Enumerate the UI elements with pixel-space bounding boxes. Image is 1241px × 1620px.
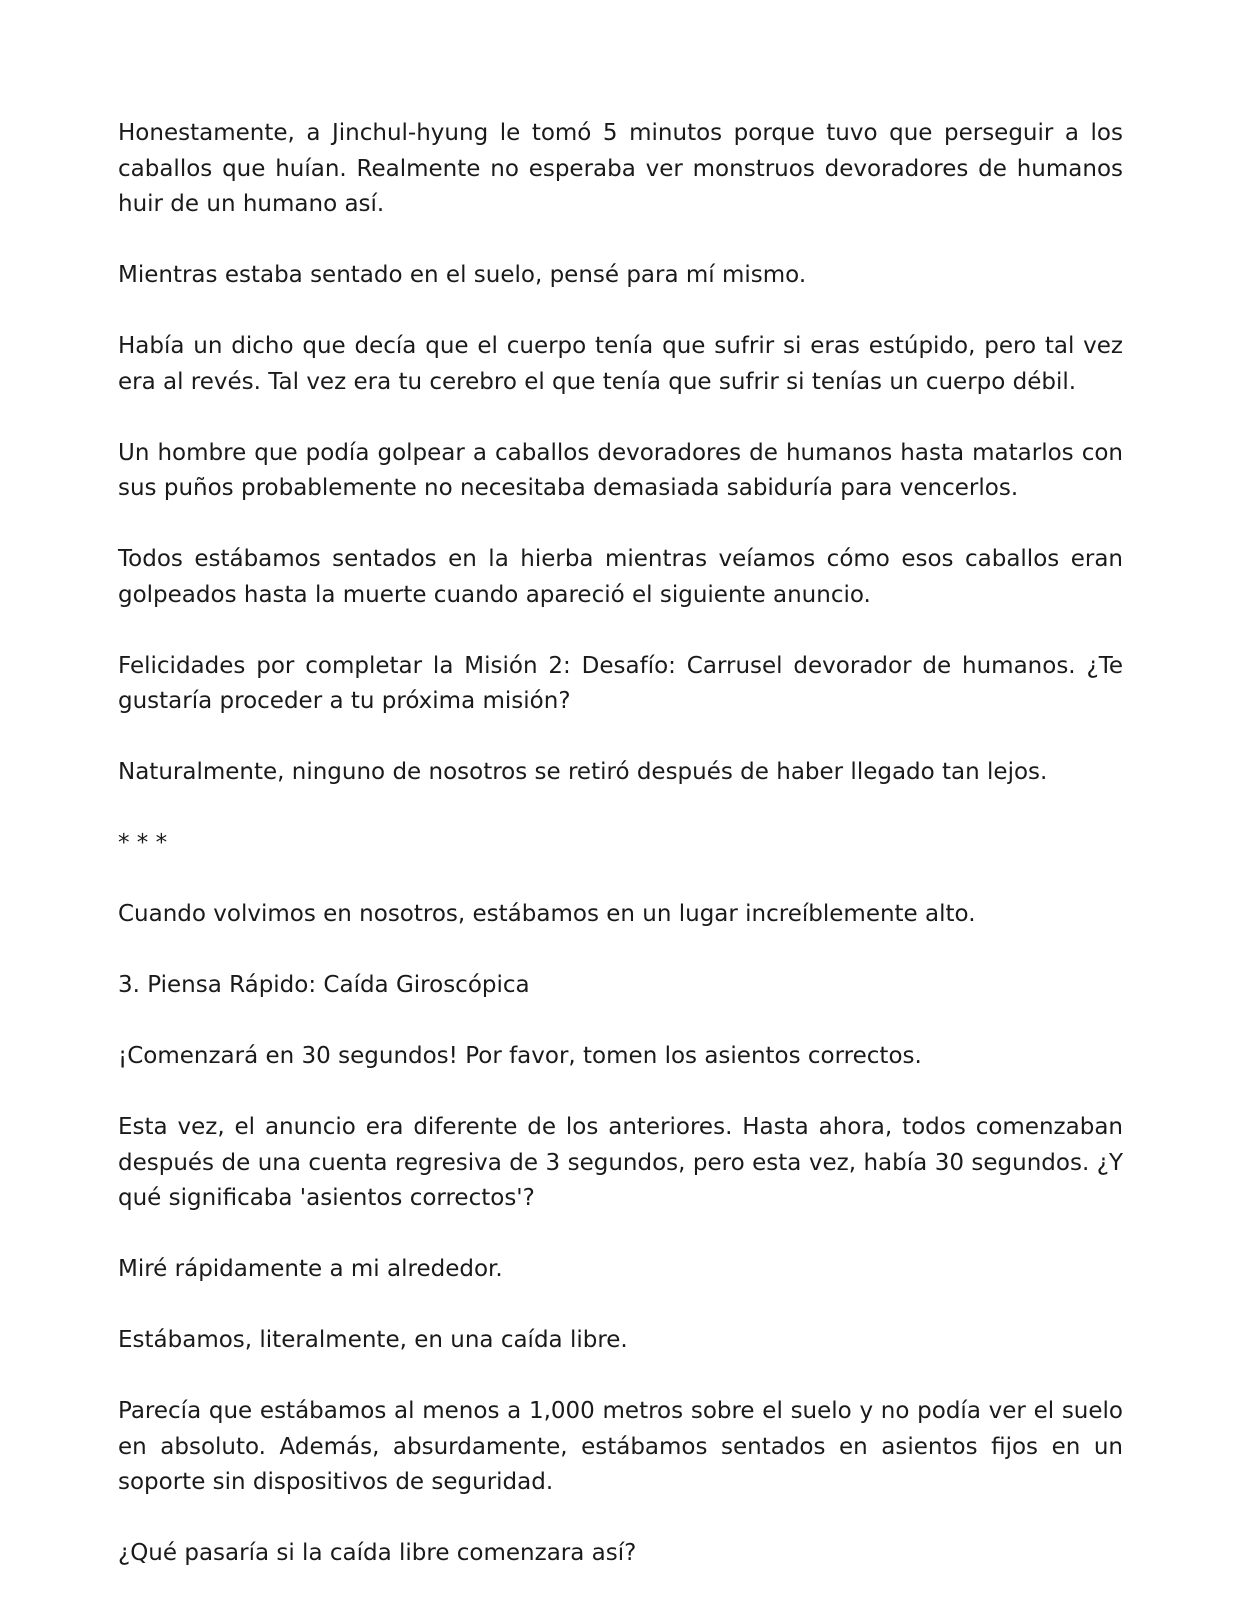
- paragraph: Parecía que estábamos al menos a 1,000 metros sobre el suelo y no podía ver el suelo en absoluto. Además, absurdamente, estábamos sentados en asientos fijos en un soporte sin dispositivos de seguridad.: [118, 1398, 1123, 1495]
- paragraph: ¡Comenzará en 30 segundos! Por favor, tomen los asientos correctos.: [118, 1043, 922, 1069]
- paragraph: Estábamos, literalmente, en una caída libre.: [118, 1327, 628, 1353]
- paragraph: Felicidades por completar la Misión 2: Desafío: Carrusel devorador de humanos. ¿Te gustaría proceder a tu próxima misión?: [118, 652, 1123, 714]
- scene-break: * * *: [118, 830, 168, 856]
- paragraph: Naturalmente, ninguno de nosotros se retiró después de haber llegado tan lejos.: [118, 759, 1048, 785]
- paragraph: Había un dicho que decía que el cuerpo tenía que sufrir si eras estúpido, pero tal vez era al revés. Tal vez era tu cerebro el que tenía que sufrir si tenías un cuerpo débil.: [118, 333, 1123, 395]
- paragraph: Honestamente, a Jinchul-hyung le tomó 5 minutos porque tuvo que perseguir a los caballos que huían. Realmente no esperaba ver monstruos devoradores de humanos huir de un humano así.: [118, 120, 1123, 217]
- paragraph: Miré rápidamente a mi alrededor.: [118, 1256, 503, 1282]
- document-body: [118, 116, 1123, 1607]
- paragraph: ¿Qué pasaría si la caída libre comenzara así?: [118, 1540, 637, 1566]
- mission-heading: 3. Piensa Rápido: Caída Giroscópica: [118, 972, 530, 998]
- paragraph: Cuando volvimos en nosotros, estábamos en un lugar increíblemente alto.: [118, 901, 976, 927]
- paragraph: Esta vez, el anuncio era diferente de los anteriores. Hasta ahora, todos comenzaban después de una cuenta regresiva de 3 segundos, pero esta vez, había 30 segundos. ¿Y qué significaba 'asientos correctos'?: [118, 1114, 1123, 1211]
- paragraph: Todos estábamos sentados en la hierba mientras veíamos cómo esos caballos eran golpeados hasta la muerte cuando apareció el siguiente anuncio.: [118, 546, 1123, 608]
- paragraph: Mientras estaba sentado en el suelo, pensé para mí mismo.: [118, 262, 807, 288]
- paragraph: Un hombre que podía golpear a caballos devoradores de humanos hasta matarlos con sus puños probablemente no necesitaba demasiada sabiduría para vencerlos.: [118, 439, 1123, 501]
